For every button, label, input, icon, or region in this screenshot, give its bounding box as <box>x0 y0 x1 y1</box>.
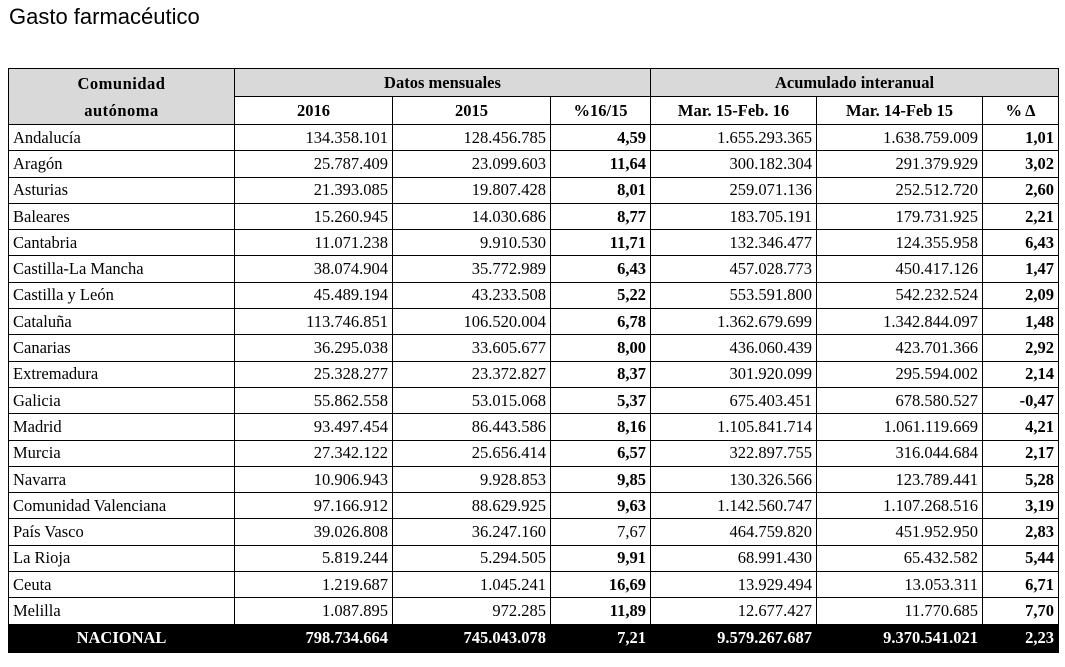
region-cell: País Vasco <box>9 519 235 545</box>
region-cell: Castilla-La Mancha <box>9 256 235 282</box>
pct-cum-cell: 3,02 <box>983 151 1059 177</box>
cum-16-cell: 464.759.820 <box>651 519 817 545</box>
table-body <box>9 125 1059 653</box>
table-row <box>9 177 1059 203</box>
value-2016-cell: 1.087.895 <box>235 598 393 624</box>
region-cell: Murcia <box>9 440 235 466</box>
total-pct-cum-cell: 2,23 <box>983 624 1059 652</box>
pct-cum-cell: 2,21 <box>983 203 1059 229</box>
pct-cum-cell: -0,47 <box>983 387 1059 413</box>
region-cell: Cataluña <box>9 309 235 335</box>
cum-16-cell: 457.028.773 <box>651 256 817 282</box>
cum-15-cell: 11.770.685 <box>817 598 983 624</box>
pct-cum-cell: 2,17 <box>983 440 1059 466</box>
value-2016-cell: 45.489.194 <box>235 282 393 308</box>
header-row-groups <box>9 69 1059 97</box>
pct-monthly-cell: 8,01 <box>551 177 651 203</box>
cum-15-cell: 450.417.126 <box>817 256 983 282</box>
cum-15-cell: 295.594.002 <box>817 361 983 387</box>
total-pct-monthly-cell: 7,21 <box>551 624 651 652</box>
pct-monthly-cell: 8,37 <box>551 361 651 387</box>
cum-16-cell: 300.182.304 <box>651 151 817 177</box>
pct-monthly-cell: 16,69 <box>551 572 651 598</box>
region-header-line2: autónoma <box>84 100 159 120</box>
region-cell: Madrid <box>9 414 235 440</box>
pct-monthly-cell: 9,91 <box>551 545 651 571</box>
region-cell: La Rioja <box>9 545 235 571</box>
pct-cum-cell: 1,01 <box>983 125 1059 151</box>
region-cell: Aragón <box>9 151 235 177</box>
value-2015-cell: 23.372.827 <box>393 361 551 387</box>
cum-16-cell: 132.346.477 <box>651 230 817 256</box>
value-2016-cell: 10.906.943 <box>235 466 393 492</box>
pct-cum-cell: 3,19 <box>983 493 1059 519</box>
value-2016-cell: 1.219.687 <box>235 572 393 598</box>
region-cell: Extremadura <box>9 361 235 387</box>
value-2015-cell: 23.099.603 <box>393 151 551 177</box>
value-2016-cell: 27.342.122 <box>235 440 393 466</box>
region-cell: Baleares <box>9 203 235 229</box>
pct-monthly-cell: 6,43 <box>551 256 651 282</box>
pct-cum-cell: 1,47 <box>983 256 1059 282</box>
pct-monthly-cell: 11,89 <box>551 598 651 624</box>
pharma-spending-table <box>8 68 1059 653</box>
pct-cum-cell: 5,28 <box>983 466 1059 492</box>
pct-monthly-cell: 8,00 <box>551 335 651 361</box>
cum-16-cell: 675.403.451 <box>651 387 817 413</box>
region-cell: Navarra <box>9 466 235 492</box>
pct-cum-cell: 6,43 <box>983 230 1059 256</box>
table-row <box>9 387 1059 413</box>
pct-cum-cell: 2,14 <box>983 361 1059 387</box>
cum-16-cell: 436.060.439 <box>651 335 817 361</box>
value-2015-cell: 972.285 <box>393 598 551 624</box>
cum-15-cell: 123.789.441 <box>817 466 983 492</box>
value-2016-cell: 25.787.409 <box>235 151 393 177</box>
cum-16-cell: 13.929.494 <box>651 572 817 598</box>
value-2015-cell: 19.807.428 <box>393 177 551 203</box>
value-2016-cell: 25.328.277 <box>235 361 393 387</box>
table-row <box>9 335 1059 361</box>
total-value-2015-cell: 745.043.078 <box>393 624 551 652</box>
value-2015-cell: 1.045.241 <box>393 572 551 598</box>
value-2015-cell: 33.605.677 <box>393 335 551 361</box>
table-row <box>9 572 1059 598</box>
table-row <box>9 361 1059 387</box>
cum-16-cell: 1.655.293.365 <box>651 125 817 151</box>
cum-15-cell: 1.638.759.009 <box>817 125 983 151</box>
value-2015-cell: 88.629.925 <box>393 493 551 519</box>
value-2015-cell: 9.928.853 <box>393 466 551 492</box>
cum-16-cell: 301.920.099 <box>651 361 817 387</box>
cum-16-cell: 1.362.679.699 <box>651 309 817 335</box>
cum-15-cell: 291.379.929 <box>817 151 983 177</box>
cum-16-cell: 68.991.430 <box>651 545 817 571</box>
pct-monthly-cell: 8,16 <box>551 414 651 440</box>
pct-cum-cell: 2,60 <box>983 177 1059 203</box>
value-2015-cell: 36.247.160 <box>393 519 551 545</box>
pct-monthly-cell: 11,64 <box>551 151 651 177</box>
value-2016-cell: 55.862.558 <box>235 387 393 413</box>
region-column-header <box>9 69 235 125</box>
table-row <box>9 519 1059 545</box>
cum-15-cell: 678.580.527 <box>817 387 983 413</box>
col-header-cum-15: Mar. 14-Feb 15 <box>817 97 983 125</box>
region-cell: Galicia <box>9 387 235 413</box>
cum-16-cell: 183.705.191 <box>651 203 817 229</box>
region-header-line1: Comunidad <box>77 73 166 93</box>
value-2016-cell: 39.026.808 <box>235 519 393 545</box>
region-cell: Castilla y León <box>9 282 235 308</box>
cum-16-cell: 12.677.427 <box>651 598 817 624</box>
col-header-cum-16: Mar. 15-Feb. 16 <box>651 97 817 125</box>
value-2016-cell: 11.071.238 <box>235 230 393 256</box>
cum-16-cell: 259.071.136 <box>651 177 817 203</box>
value-2016-cell: 97.166.912 <box>235 493 393 519</box>
page-title: Gasto farmacéutico <box>9 4 200 29</box>
pct-monthly-cell: 9,63 <box>551 493 651 519</box>
pct-monthly-cell: 6,78 <box>551 309 651 335</box>
col-header-2015: 2015 <box>393 97 551 125</box>
region-cell: Ceuta <box>9 572 235 598</box>
table-row <box>9 545 1059 571</box>
value-2015-cell: 25.656.414 <box>393 440 551 466</box>
value-2016-cell: 21.393.085 <box>235 177 393 203</box>
value-2015-cell: 128.456.785 <box>393 125 551 151</box>
table-row <box>9 598 1059 624</box>
value-2016-cell: 113.746.851 <box>235 309 393 335</box>
value-2015-cell: 106.520.004 <box>393 309 551 335</box>
value-2015-cell: 43.233.508 <box>393 282 551 308</box>
region-cell: Asturias <box>9 177 235 203</box>
cum-15-cell: 1.061.119.669 <box>817 414 983 440</box>
cumulative-group-header: Acumulado interanual <box>651 69 1059 97</box>
region-cell: Canarias <box>9 335 235 361</box>
region-cell: Comunidad Valenciana <box>9 493 235 519</box>
cum-15-cell: 451.952.950 <box>817 519 983 545</box>
pct-monthly-cell: 6,57 <box>551 440 651 466</box>
cum-16-cell: 130.326.566 <box>651 466 817 492</box>
cum-15-cell: 316.044.684 <box>817 440 983 466</box>
value-2016-cell: 5.819.244 <box>235 545 393 571</box>
region-cell: Cantabria <box>9 230 235 256</box>
table-row <box>9 414 1059 440</box>
table-row <box>9 256 1059 282</box>
pct-monthly-cell: 4,59 <box>551 125 651 151</box>
value-2016-cell: 38.074.904 <box>235 256 393 282</box>
total-cum-16-cell: 9.579.267.687 <box>651 624 817 652</box>
pct-cum-cell: 6,71 <box>983 572 1059 598</box>
pct-monthly-cell: 8,77 <box>551 203 651 229</box>
total-value-2016-cell: 798.734.664 <box>235 624 393 652</box>
value-2015-cell: 86.443.586 <box>393 414 551 440</box>
value-2015-cell: 35.772.989 <box>393 256 551 282</box>
cum-15-cell: 423.701.366 <box>817 335 983 361</box>
table-row <box>9 282 1059 308</box>
cum-16-cell: 553.591.800 <box>651 282 817 308</box>
value-2016-cell: 93.497.454 <box>235 414 393 440</box>
col-header-pct-cum: % Δ <box>983 97 1059 125</box>
table-row <box>9 203 1059 229</box>
cum-16-cell: 322.897.755 <box>651 440 817 466</box>
table-row <box>9 493 1059 519</box>
pct-monthly-cell: 7,67 <box>551 519 651 545</box>
cum-15-cell: 252.512.720 <box>817 177 983 203</box>
region-cell: Andalucía <box>9 125 235 151</box>
table-row <box>9 466 1059 492</box>
pct-cum-cell: 1,48 <box>983 309 1059 335</box>
cum-15-cell: 65.432.582 <box>817 545 983 571</box>
table-row <box>9 309 1059 335</box>
cum-15-cell: 1.342.844.097 <box>817 309 983 335</box>
table-row <box>9 440 1059 466</box>
pct-monthly-cell: 5,37 <box>551 387 651 413</box>
pct-cum-cell: 5,44 <box>983 545 1059 571</box>
value-2015-cell: 53.015.068 <box>393 387 551 413</box>
cum-15-cell: 13.053.311 <box>817 572 983 598</box>
region-cell: Melilla <box>9 598 235 624</box>
pct-monthly-cell: 9,85 <box>551 466 651 492</box>
cum-15-cell: 1.107.268.516 <box>817 493 983 519</box>
pct-cum-cell: 7,70 <box>983 598 1059 624</box>
pct-cum-cell: 4,21 <box>983 414 1059 440</box>
value-2015-cell: 14.030.686 <box>393 203 551 229</box>
value-2016-cell: 36.295.038 <box>235 335 393 361</box>
cum-16-cell: 1.105.841.714 <box>651 414 817 440</box>
value-2015-cell: 5.294.505 <box>393 545 551 571</box>
value-2016-cell: 15.260.945 <box>235 203 393 229</box>
value-2016-cell: 134.358.101 <box>235 125 393 151</box>
total-region-cell: NACIONAL <box>9 624 235 652</box>
pct-cum-cell: 2,09 <box>983 282 1059 308</box>
cum-15-cell: 179.731.925 <box>817 203 983 229</box>
cum-15-cell: 124.355.958 <box>817 230 983 256</box>
col-header-pct-monthly: %16/15 <box>551 97 651 125</box>
table-row <box>9 151 1059 177</box>
value-2015-cell: 9.910.530 <box>393 230 551 256</box>
pct-monthly-cell: 11,71 <box>551 230 651 256</box>
pct-cum-cell: 2,83 <box>983 519 1059 545</box>
table-row <box>9 125 1059 151</box>
table-row <box>9 230 1059 256</box>
pct-monthly-cell: 5,22 <box>551 282 651 308</box>
pct-cum-cell: 2,92 <box>983 335 1059 361</box>
col-header-2016: 2016 <box>235 97 393 125</box>
monthly-group-header: Datos mensuales <box>235 69 651 97</box>
total-cum-15-cell: 9.370.541.021 <box>817 624 983 652</box>
total-row <box>9 624 1059 652</box>
cum-16-cell: 1.142.560.747 <box>651 493 817 519</box>
cum-15-cell: 542.232.524 <box>817 282 983 308</box>
